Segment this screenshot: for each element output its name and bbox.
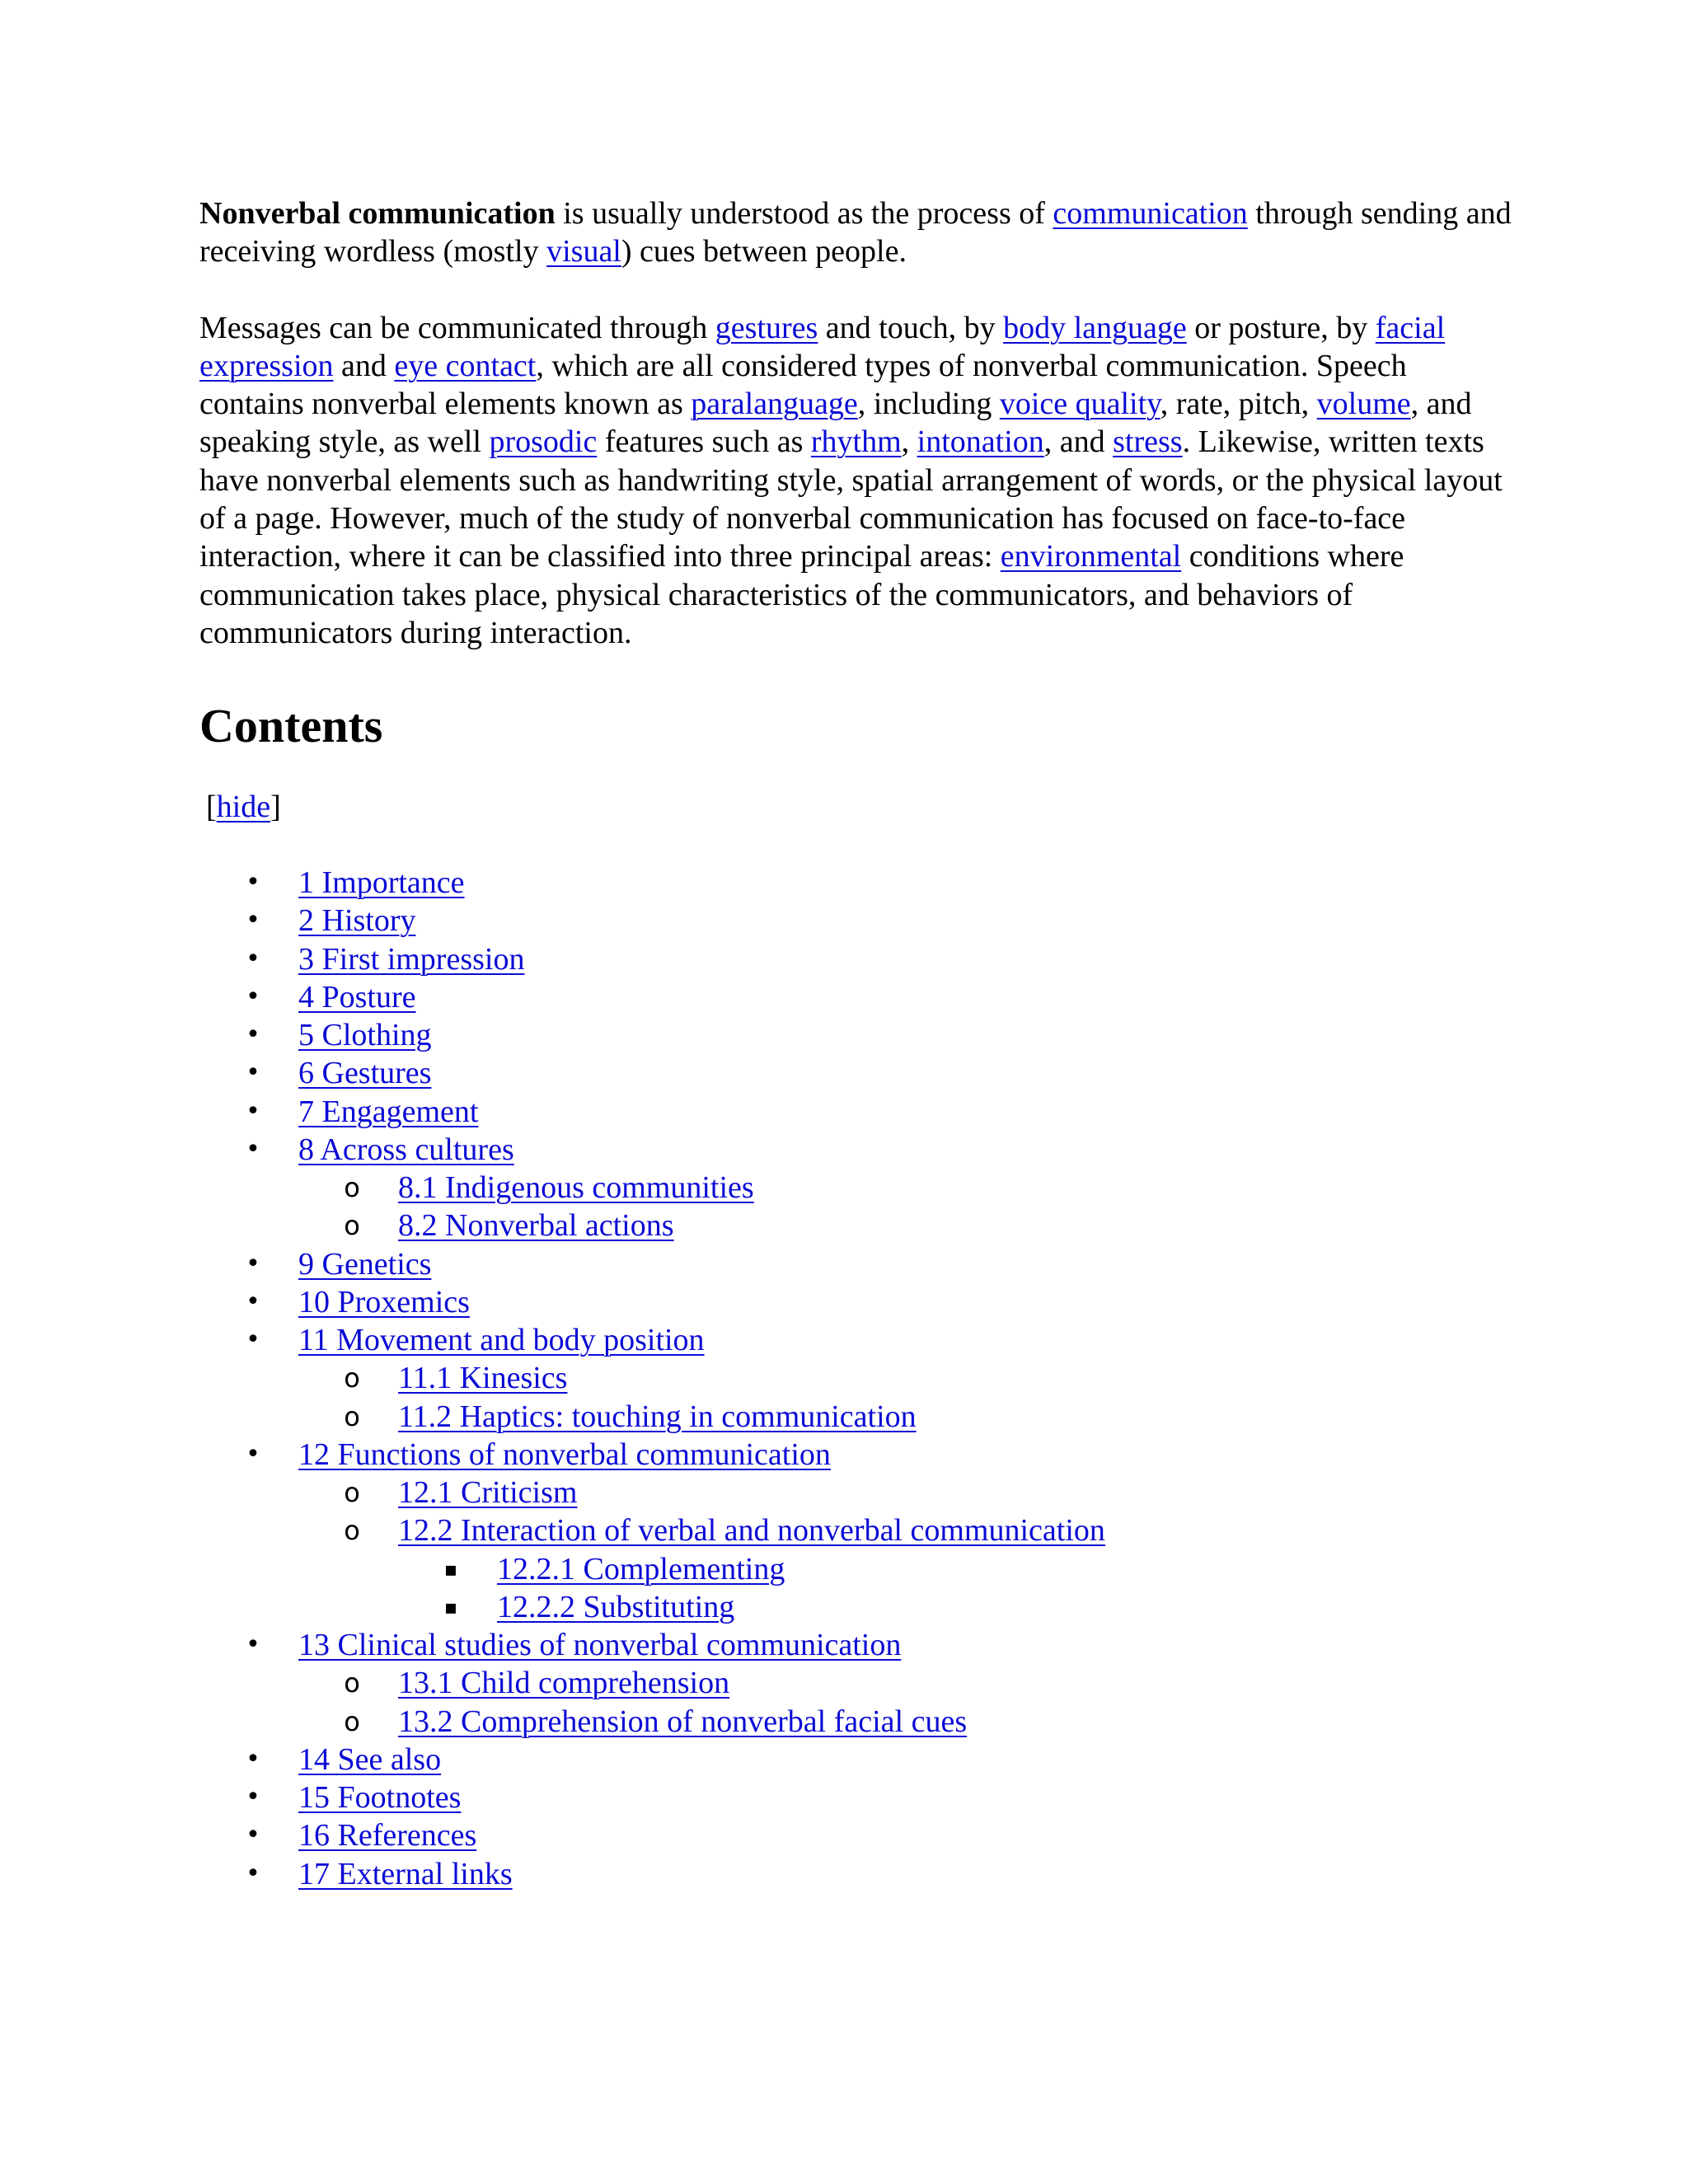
bullet-icon: o xyxy=(344,1172,360,1203)
toc-item xyxy=(199,864,1105,902)
bullet-icon: • xyxy=(246,906,260,935)
bullet-icon: • xyxy=(246,1783,260,1811)
toc-link-substituting[interactable]: 12.2.2 Substituting xyxy=(497,1589,735,1624)
toc-item xyxy=(199,1093,1105,1131)
toc-link-nonverbal-actions[interactable]: 8.2 Nonverbal actions xyxy=(398,1208,674,1244)
toc-link-criticism[interactable]: 12.1 Criticism xyxy=(398,1475,578,1510)
toc-link-external-links[interactable]: 17 External links xyxy=(298,1856,513,1891)
link-facial-expression[interactable]: facial expression xyxy=(199,310,1446,383)
bullet-icon: • xyxy=(246,1096,260,1126)
bullet-icon: • xyxy=(246,1249,260,1278)
toc-link-first-impression[interactable]: 3 First impression xyxy=(298,941,525,977)
intro-paragraph-2 xyxy=(199,309,1518,653)
link-communication[interactable]: communication xyxy=(1053,196,1248,231)
toc-item xyxy=(199,1359,1105,1397)
toc-item xyxy=(199,1550,1105,1588)
toc-item xyxy=(199,1816,1105,1854)
toc-item xyxy=(199,940,1105,978)
toc-link-clinical-studies[interactable]: 13 Clinical studies of nonverbal communication xyxy=(298,1628,902,1662)
toc-item xyxy=(199,1474,1105,1511)
text: and touch, by xyxy=(818,310,1004,345)
toc-item xyxy=(199,902,1105,940)
bullet-icon: • xyxy=(246,1325,260,1354)
toc-link-across-cultures[interactable]: 8 Across cultures xyxy=(298,1132,514,1167)
toc-link-importance[interactable]: 1 Importance xyxy=(298,865,465,900)
text: , and xyxy=(1043,424,1114,460)
bullet-icon: o xyxy=(344,1705,360,1737)
text: Messages can be communicated through xyxy=(199,310,715,345)
hide-toc-link[interactable]: hide xyxy=(216,790,271,824)
bullet-icon: o xyxy=(344,1477,360,1508)
bullet-icon: ▪ xyxy=(443,1557,458,1581)
bullet-icon: • xyxy=(246,944,260,973)
bullet-icon: ▪ xyxy=(443,1595,458,1619)
link-gestures[interactable]: gestures xyxy=(715,310,818,345)
toc-link-kinesics[interactable]: 11.1 Kinesics xyxy=(398,1361,568,1396)
bullet-icon: • xyxy=(246,1630,260,1659)
link-intonation[interactable]: intonation xyxy=(917,424,1044,460)
bullet-icon: • xyxy=(246,1821,260,1850)
text: and xyxy=(333,348,395,383)
bullet-icon: o xyxy=(344,1210,360,1242)
article-body xyxy=(199,194,1518,1891)
text: or posture, by xyxy=(1186,310,1376,345)
toc-link-haptics[interactable]: 11.2 Haptics: touching in communication xyxy=(398,1399,917,1434)
toc-item xyxy=(199,1588,1105,1626)
link-prosodic[interactable]: prosodic xyxy=(489,424,598,460)
toc-item xyxy=(199,1855,1105,1893)
toc-link-complementing[interactable]: 12.2.1 Complementing xyxy=(497,1551,785,1586)
bullet-icon: • xyxy=(246,1134,260,1164)
bullet-icon: • xyxy=(246,982,260,1011)
toc-item xyxy=(199,1779,1105,1816)
toc-item xyxy=(199,1626,1105,1664)
link-eye-contact[interactable]: eye contact xyxy=(394,348,537,383)
toggle-bracket-open: [ xyxy=(206,790,217,824)
bullet-icon: • xyxy=(246,868,260,897)
bullet-icon: o xyxy=(344,1667,360,1699)
intro-paragraph-1 xyxy=(199,194,1518,271)
text: , which are all considered types of nonverbal communication. Speech contains nonverbal elements known as xyxy=(199,348,1407,422)
toc-item xyxy=(199,1703,1105,1741)
text: , and speaking style, as well xyxy=(199,387,1472,460)
toc-link-see-also[interactable]: 14 See also xyxy=(298,1741,442,1777)
toc-item xyxy=(199,1131,1105,1169)
link-volume[interactable]: volume xyxy=(1316,387,1411,422)
contents-heading: Contents xyxy=(199,699,383,752)
toc-item xyxy=(199,1741,1105,1779)
toggle-bracket-close: ] xyxy=(270,790,281,824)
text: conditions where communication takes place, physical characteristics of the communicators, and behaviors of communicators during interaction. xyxy=(199,539,1404,650)
toc-item xyxy=(199,1511,1105,1549)
toc-item xyxy=(199,1398,1105,1436)
toc-item xyxy=(199,1016,1105,1054)
toc-link-functions[interactable]: 12 Functions of nonverbal communication xyxy=(298,1436,831,1472)
toc-item xyxy=(199,1436,1105,1474)
text: features such as xyxy=(597,424,811,460)
toc-link-posture[interactable]: 4 Posture xyxy=(298,979,416,1015)
toc-link-movement-body-position[interactable]: 11 Movement and body position xyxy=(298,1323,705,1357)
toc-link-gestures[interactable]: 6 Gestures xyxy=(298,1056,432,1091)
toc-link-proxemics[interactable]: 10 Proxemics xyxy=(298,1284,470,1319)
bullet-icon: • xyxy=(246,1058,260,1088)
toc-link-clothing[interactable]: 5 Clothing xyxy=(298,1018,432,1052)
bullet-icon: o xyxy=(344,1515,360,1547)
bullet-icon: o xyxy=(344,1362,360,1394)
text: . Likewise, written texts have nonverbal elements such as handwriting style, spatial arrangement of words, or the physical layout of a page. However, much of the study of nonverbal communication has focused on face-to-face interaction, where it can be classified into three principal areas: xyxy=(199,424,1503,574)
link-paralanguage[interactable]: paralanguage xyxy=(691,387,858,422)
text: ) cues between people. xyxy=(621,234,907,269)
bullet-icon: • xyxy=(246,1020,260,1049)
bullet-icon: • xyxy=(246,1858,260,1888)
toc-item xyxy=(199,1664,1105,1702)
toc-link-engagement[interactable]: 7 Engagement xyxy=(298,1094,479,1129)
link-voice-quality[interactable]: voice quality xyxy=(999,387,1160,422)
toc-item xyxy=(199,1321,1105,1359)
toc-item xyxy=(199,1283,1105,1321)
toc-item xyxy=(199,1169,1105,1207)
table-of-contents xyxy=(199,864,1105,1893)
toc-item xyxy=(199,1245,1105,1283)
bullet-icon: • xyxy=(246,1744,260,1774)
text: , xyxy=(901,424,917,460)
text: through sending and receiving wordless (mostly xyxy=(199,196,1512,269)
toc-item xyxy=(199,1207,1105,1244)
bullet-icon: o xyxy=(344,1400,360,1432)
toc-link-footnotes[interactable]: 15 Footnotes xyxy=(298,1780,462,1815)
toc-link-indigenous-communities[interactable]: 8.1 Indigenous communities xyxy=(398,1170,754,1205)
toc-link-genetics[interactable]: 9 Genetics xyxy=(298,1246,432,1282)
toc-link-facial-cues[interactable]: 13.2 Comprehension of nonverbal facial cues xyxy=(398,1704,968,1739)
link-body-language[interactable]: body language xyxy=(1003,310,1187,345)
text: is usually understood as the process of xyxy=(555,196,1053,231)
bullet-icon: • xyxy=(246,1439,260,1469)
link-stress[interactable]: stress xyxy=(1113,424,1183,460)
article-subject: Nonverbal communication xyxy=(199,196,556,231)
link-environmental[interactable]: environmental xyxy=(1000,539,1182,574)
text: , including xyxy=(857,387,1000,422)
toc-item xyxy=(199,978,1105,1016)
toc-link-references[interactable]: 16 References xyxy=(298,1818,477,1854)
text: , rate, pitch, xyxy=(1160,387,1317,422)
link-rhythm[interactable]: rhythm xyxy=(810,424,902,460)
link-visual[interactable]: visual xyxy=(546,234,621,269)
toc-link-history[interactable]: 2 History xyxy=(298,903,416,939)
bullet-icon: • xyxy=(246,1286,260,1316)
toc-toggle xyxy=(206,788,281,826)
toc-link-child-comprehension[interactable]: 13.1 Child comprehension xyxy=(398,1666,730,1701)
toc-item xyxy=(199,1054,1105,1092)
toc-link-interaction[interactable]: 12.2 Interaction of verbal and nonverbal communication xyxy=(398,1513,1105,1549)
